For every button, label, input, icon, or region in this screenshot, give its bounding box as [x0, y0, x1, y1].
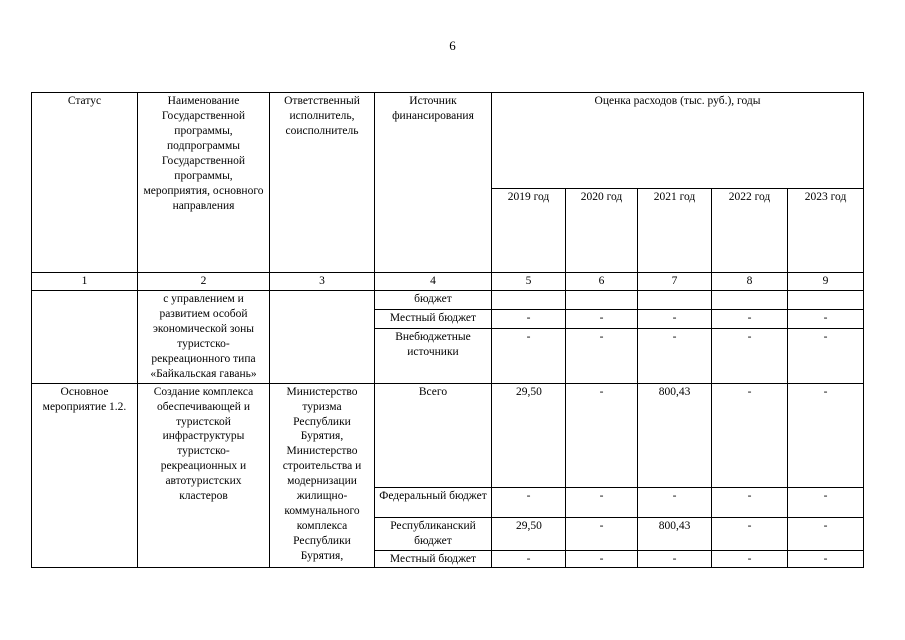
- value-cell: 800,43: [638, 383, 712, 487]
- status-cell: [32, 291, 138, 384]
- column-number: 4: [375, 273, 492, 291]
- value-cell: -: [712, 517, 788, 550]
- table-row: [32, 383, 864, 487]
- source-cell: Внебюджетные источники: [375, 328, 492, 383]
- column-number: 6: [566, 273, 638, 291]
- value-cell: [638, 291, 712, 310]
- header-name: Наименование Государственной программы, подпрограммы Государственной программы, мероприятия, основного направления: [138, 93, 270, 273]
- page-number: 6: [449, 38, 456, 53]
- responsible-cell: [270, 291, 375, 384]
- header-responsible: Ответственный исполнитель, соисполнитель: [270, 93, 375, 273]
- name-cell: с управлением и развитием особой экономической зоны туристско-рекреационного типа «Байкальская гавань»: [138, 291, 270, 384]
- column-numbers-row: [32, 273, 864, 291]
- value-cell: -: [638, 487, 712, 517]
- source-cell: Местный бюджет: [375, 309, 492, 328]
- value-cell: -: [712, 383, 788, 487]
- table-row: [32, 291, 864, 310]
- value-cell: -: [638, 328, 712, 383]
- value-cell: -: [712, 328, 788, 383]
- source-cell: бюджет: [375, 291, 492, 310]
- value-cell: -: [638, 309, 712, 328]
- header-year-2021: 2021 год: [638, 189, 712, 273]
- responsible-cell: Министерство туризма Республики Бурятия, Министерство строительства и модернизации жилищно-коммунального комплекса Республики Бурятия,: [270, 383, 375, 568]
- value-cell: -: [566, 309, 638, 328]
- value-cell: -: [566, 487, 638, 517]
- value-cell: -: [788, 383, 864, 487]
- value-cell: -: [566, 383, 638, 487]
- header-year-2023: 2023 год: [788, 189, 864, 273]
- value-cell: -: [712, 309, 788, 328]
- column-number: 5: [492, 273, 566, 291]
- value-cell: -: [712, 550, 788, 568]
- header-row: [32, 93, 864, 189]
- status-cell: Основное мероприятие 1.2.: [32, 383, 138, 568]
- source-cell: Республиканский бюджет: [375, 517, 492, 550]
- value-cell: -: [788, 550, 864, 568]
- column-number: 1: [32, 273, 138, 291]
- value-cell: -: [492, 309, 566, 328]
- value-cell: -: [492, 550, 566, 568]
- column-number: 3: [270, 273, 375, 291]
- value-cell: [566, 291, 638, 310]
- value-cell: -: [638, 550, 712, 568]
- header-year-2022: 2022 год: [712, 189, 788, 273]
- value-cell: 29,50: [492, 383, 566, 487]
- header-status: Статус: [32, 93, 138, 273]
- value-cell: -: [566, 328, 638, 383]
- value-cell: -: [788, 487, 864, 517]
- value-cell: -: [566, 517, 638, 550]
- header-year-2019: 2019 год: [492, 189, 566, 273]
- value-cell: -: [566, 550, 638, 568]
- source-cell: Федеральный бюджет: [375, 487, 492, 517]
- value-cell: [788, 291, 864, 310]
- column-number: 7: [638, 273, 712, 291]
- value-cell: -: [492, 487, 566, 517]
- value-cell: -: [788, 517, 864, 550]
- value-cell: -: [492, 328, 566, 383]
- source-cell: Всего: [375, 383, 492, 487]
- column-number: 9: [788, 273, 864, 291]
- column-number: 8: [712, 273, 788, 291]
- value-cell: -: [788, 328, 864, 383]
- source-cell: Местный бюджет: [375, 550, 492, 568]
- header-year-2020: 2020 год: [566, 189, 638, 273]
- value-cell: [712, 291, 788, 310]
- value-cell: -: [712, 487, 788, 517]
- column-number: 2: [138, 273, 270, 291]
- name-cell: Создание комплекса обеспечивающей и туристской инфраструктуры туристско-рекреационных и автотуристских кластеров: [138, 383, 270, 568]
- header-costs: Оценка расходов (тыс. руб.), годы: [492, 93, 864, 189]
- value-cell: -: [788, 309, 864, 328]
- budget-table: [31, 92, 864, 568]
- value-cell: 800,43: [638, 517, 712, 550]
- header-source: Источник финансирования: [375, 93, 492, 273]
- value-cell: [492, 291, 566, 310]
- value-cell: 29,50: [492, 517, 566, 550]
